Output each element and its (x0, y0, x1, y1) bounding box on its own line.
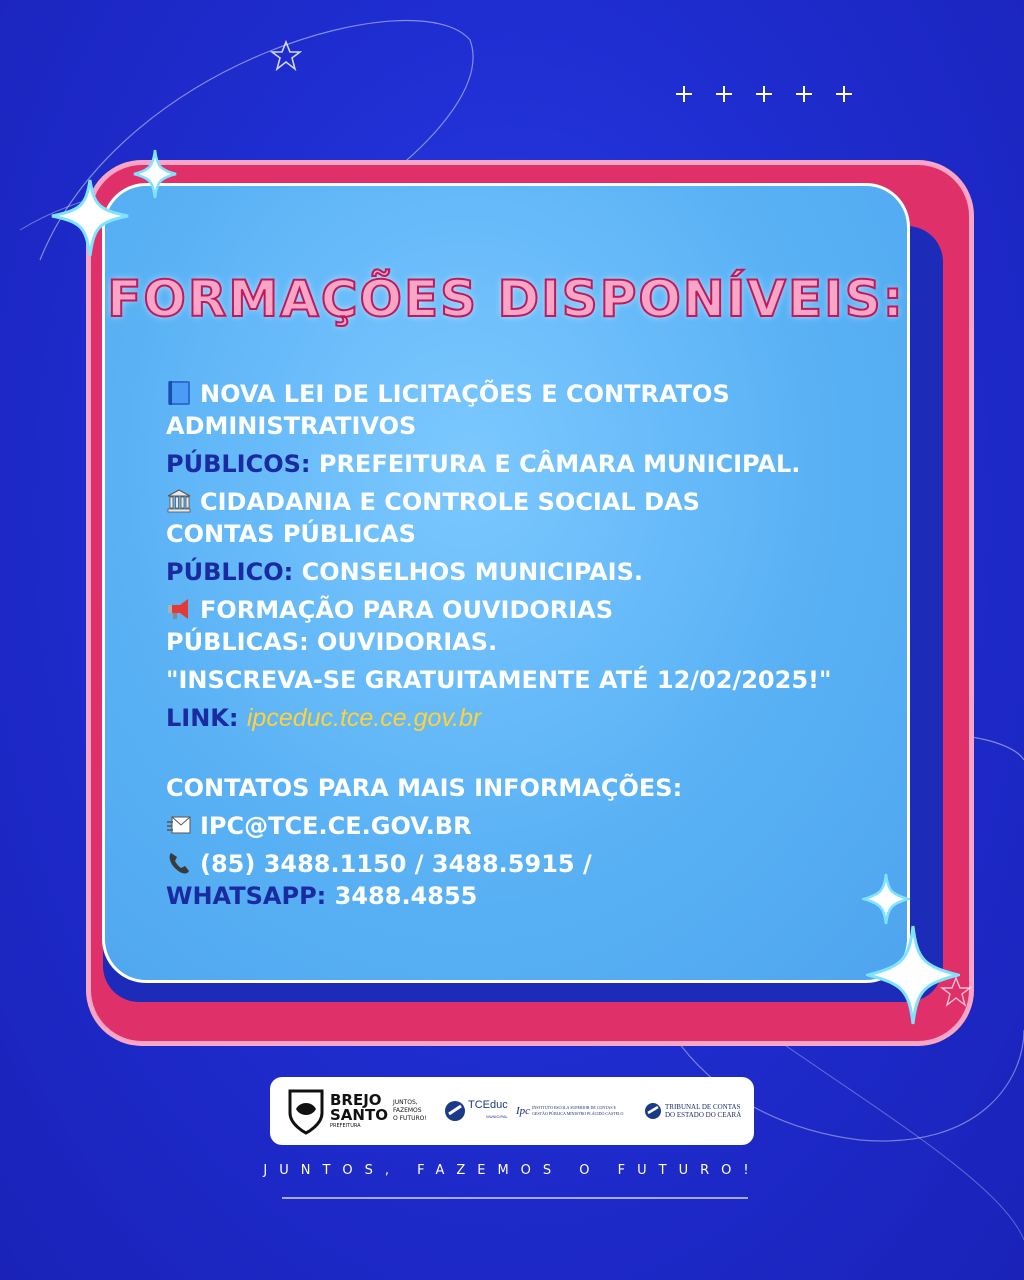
signup-link[interactable]: ipceduc.tce.ce.gov.br (246, 704, 482, 732)
tceduc-emblem-icon (444, 1100, 466, 1122)
email-icon (166, 812, 192, 838)
tce-logo: TRIBUNAL DE CONTAS DO ESTADO DO CEARÁ (644, 1077, 748, 1145)
tceduc-logo: TCEduc MUNICIPAL (444, 1077, 514, 1145)
bank-icon (166, 488, 192, 514)
course-title-cont: PÚBLICAS: OUVIDORIAS. (166, 628, 498, 656)
email-row (166, 810, 886, 842)
divider (282, 1197, 748, 1199)
plus-row-icon (672, 82, 862, 106)
course-audience: PÚBLICO: CONSELHOS MUNICIPAIS. (166, 558, 644, 586)
whatsapp-row: WHATSAPP: 3488.4855 (166, 882, 478, 910)
course-audience: PÚBLICOS: PREFEITURA E CÂMARA MUNICIPAL. (166, 450, 801, 478)
ipc-logo: Ipc INSTITUTO ESCOLA SUPERIOR DE CONTAS E GESTÃO PÚBLICA MINISTRO PLÁCIDO CASTELO (516, 1105, 624, 1117)
sparkle-icon (132, 146, 178, 202)
course-title: FORMAÇÃO PARA OUVIDORIAS (166, 594, 886, 626)
contacts-heading: CONTATOS PARA MAIS INFORMAÇÕES: (166, 774, 683, 802)
email-address[interactable]: IPC@TCE.CE.GOV.BR (200, 812, 472, 840)
ipc-emblem: Ipc (516, 1105, 531, 1117)
brejo-santo-logo: BREJO SANTO PREFEITURA JUNTOS, FAZEMOS O FUTURO! (286, 1077, 436, 1145)
page-title: FORMAÇÕES DISPONÍVEIS: (107, 270, 905, 328)
megaphone-icon (166, 596, 192, 622)
course-title: NOVA LEI DE LICITAÇÕES E CONTRATOS (166, 378, 886, 410)
signup-cta: "INSCREVA-SE GRATUITAMENTE ATÉ 12/02/2025!" (166, 666, 832, 694)
link-row: LINK: ipceduc.tce.ce.gov.br (166, 704, 482, 732)
shield-icon (286, 1087, 326, 1135)
sparkle-icon (50, 160, 130, 260)
course-title-cont: ADMINISTRATIVOS (166, 412, 417, 440)
book-icon (166, 380, 192, 406)
sparkle-icon (866, 920, 960, 1030)
outline-star-icon (270, 40, 302, 72)
phone-row: (85) 3488.1150 / 3488.5915 / (166, 848, 886, 880)
outline-star-icon (940, 976, 972, 1008)
tagline: JUNTOS, FAZEMOS O FUTURO! (263, 1163, 761, 1178)
tce-emblem-icon (644, 1102, 662, 1120)
phone-icon (166, 850, 192, 876)
course-title: CIDADANIA E CONTROLE SOCIAL DAS (166, 486, 886, 518)
course-list (166, 378, 886, 912)
partner-logos (270, 1077, 754, 1145)
course-title-cont: CONTAS PÚBLICAS (166, 520, 416, 548)
